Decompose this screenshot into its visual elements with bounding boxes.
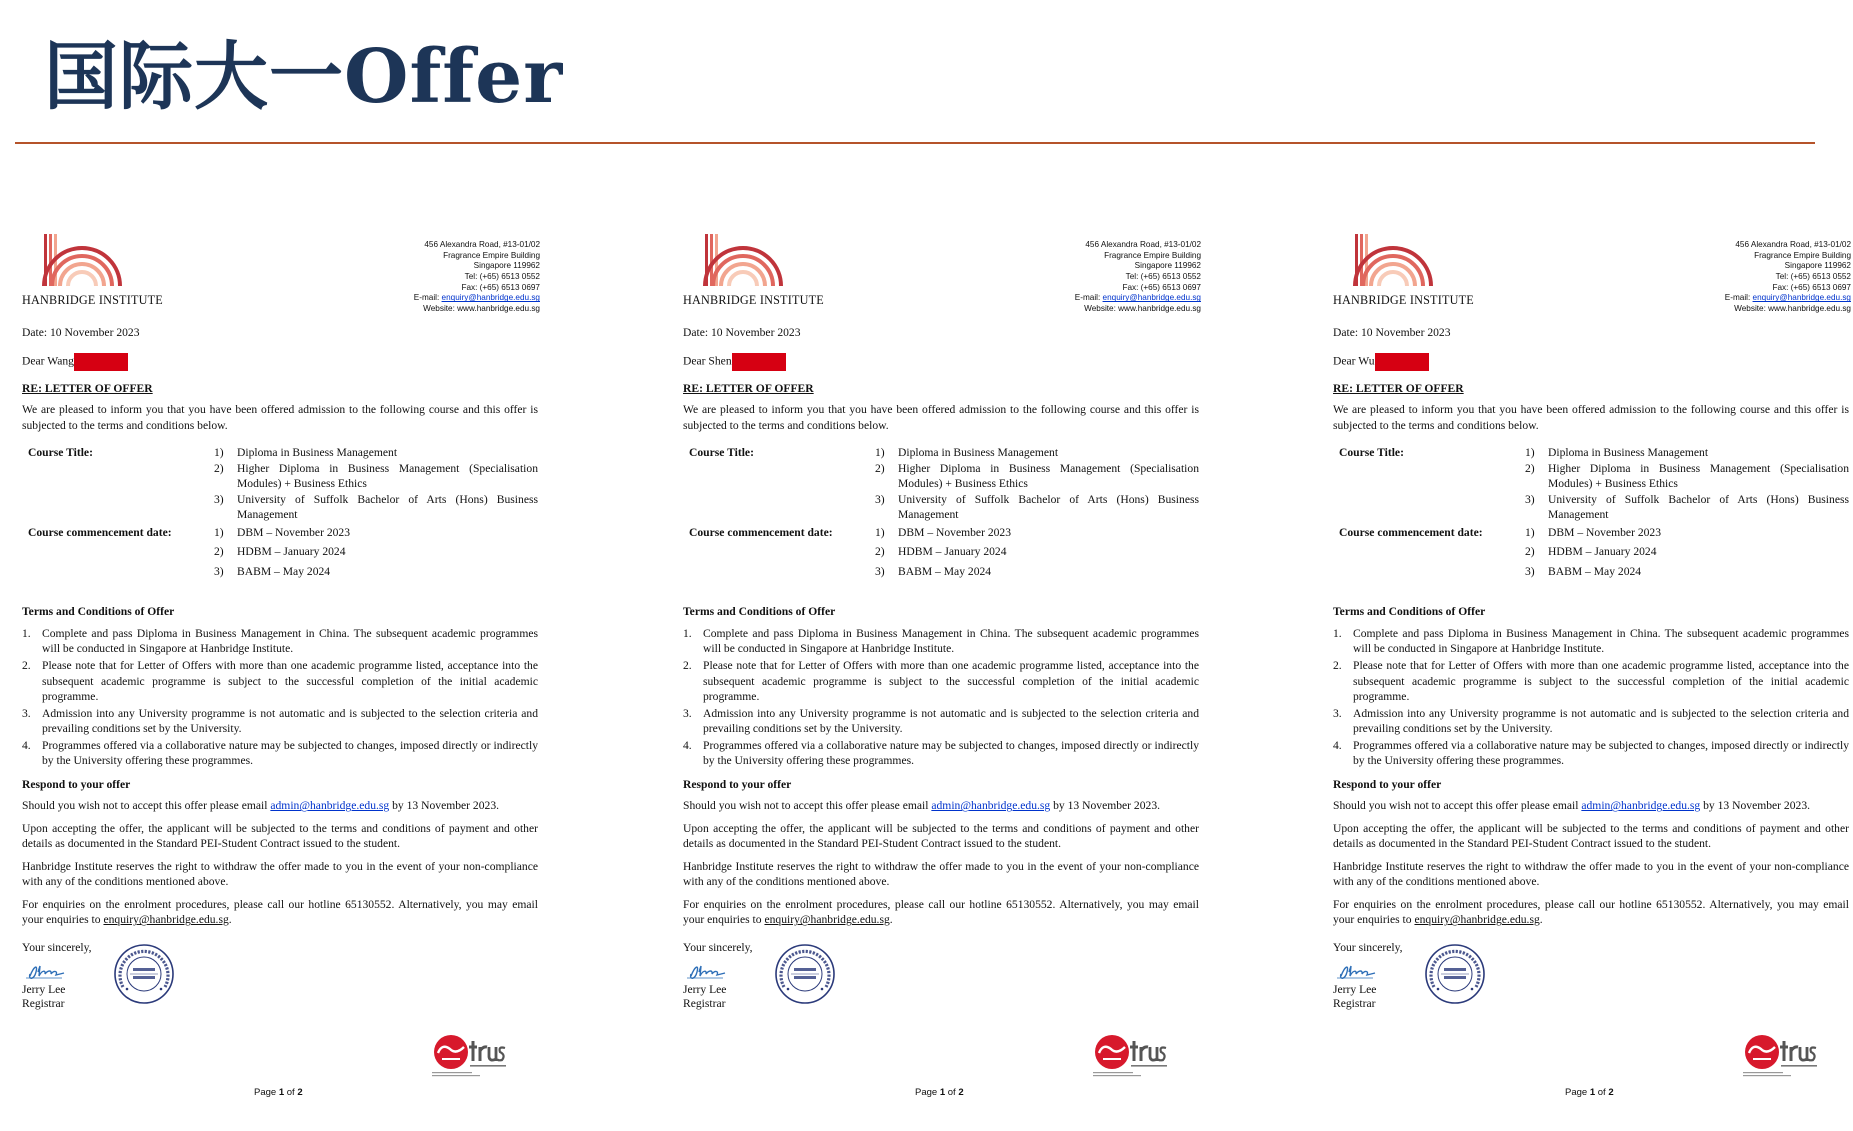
term-text: Please note that for Letter of Offers with more than one academic programme listed, acceptance into the subsequent academic programme is subject to the successful completion of the initial academic programme. [42, 658, 538, 704]
signature-block [683, 940, 1199, 1025]
website-line: Website: www.hanbridge.edu.sg [1734, 303, 1851, 313]
course-title-label: Course Title: [1339, 446, 1404, 460]
term-item [1333, 738, 1849, 769]
course-name: Diploma in Business Management [237, 446, 398, 460]
redacted-name [732, 353, 786, 371]
address-line: Fax: (+65) 6513 0697 [1772, 282, 1851, 292]
intro-paragraph: We are pleased to inform you that you have been offered admission to the following course and this offer is subjected to the terms and conditions below. [1333, 403, 1849, 432]
page-of: of [284, 1087, 298, 1098]
admin-email-link[interactable]: admin@hanbridge.edu.sg [270, 799, 390, 813]
item-number: 3) [875, 564, 885, 578]
item-number: 2) [214, 461, 224, 475]
page-current: 1 [1589, 1087, 1596, 1098]
item-number: 1) [875, 446, 885, 460]
salutation-text: Dear Wang [22, 354, 74, 368]
respond-heading: Respond to your offer [683, 777, 792, 791]
respond-paragraph [22, 798, 538, 814]
commencement-item [1525, 564, 1661, 580]
company-stamp [113, 943, 175, 1005]
email-line [1725, 293, 1851, 304]
enquiry-email-link[interactable]: enquiry@hanbridge.edu.sg [441, 293, 540, 303]
term-text: Programmes offered via a collaborative nature may be subjected to changes, imposed directly or indirectly by the University offering these programmes. [703, 738, 1199, 768]
enquiry-email-link[interactable]: enquiry@hanbridge.edu.sg [1752, 293, 1851, 303]
term-text: Admission into any University programme is not automatic and is subjected to the selection criteria and prevailing conditions set by the University. [1353, 706, 1849, 736]
salutation [22, 353, 538, 371]
course-item [214, 492, 538, 523]
redacted-name [1375, 353, 1429, 371]
course-name: University of Suffolk Bachelor of Arts (Hons) Business Management [898, 492, 1199, 522]
item-number: 3) [875, 492, 885, 506]
email-label: E-mail: [1724, 293, 1753, 303]
term-text: Complete and pass Diploma in Business Management in China. The subsequent academic programmes will be conducted in Singapore at Hanbridge Institute. [42, 626, 538, 656]
signature-block [1333, 940, 1849, 1025]
term-number: 1. [1333, 626, 1342, 640]
course-name: Diploma in Business Management [898, 446, 1059, 460]
commencement-date: BABM – May 2024 [1548, 564, 1642, 578]
edutrust-logo-icon [1741, 1035, 1819, 1079]
commencement-list [875, 525, 1011, 584]
course-item [875, 492, 1199, 523]
item-number: 1) [1525, 525, 1535, 539]
respond-text: Should you wish not to accept this offer please email [22, 799, 271, 813]
salutation-text: Dear Shen [683, 354, 732, 368]
commencement-label: Course commencement date: [1339, 525, 1483, 539]
title-divider [15, 142, 1815, 144]
salutation [683, 353, 1199, 371]
page-current: 1 [278, 1087, 285, 1098]
item-number: 1) [214, 446, 224, 460]
commencement-list [1525, 525, 1661, 584]
email-label: E-mail: [413, 293, 442, 303]
course-item [214, 445, 538, 461]
term-text: Programmes offered via a collaborative nature may be subjected to changes, imposed directly or indirectly by the University offering these programmes. [42, 738, 538, 768]
letter-body [1333, 325, 1849, 1025]
hanbridge-logo-icon [683, 232, 787, 290]
enquiry-end: . [889, 913, 893, 927]
institute-name: HANBRIDGE INSTITUTE [683, 293, 824, 307]
closing-text: Your sincerely, [22, 940, 92, 954]
course-item [1525, 461, 1849, 492]
address-line: 456 Alexandra Road, #13-01/02 [1735, 240, 1851, 249]
edutrust-logo-icon [430, 1035, 508, 1079]
respond-text: Should you wish not to accept this offer please email [1333, 799, 1582, 813]
course-name: Higher Diploma in Business Management (Specialisation Modules) + Business Ethics [237, 461, 538, 491]
address-line: Fragrance Empire Building [1104, 250, 1201, 260]
term-item [683, 706, 1199, 737]
address-line: Tel: (+65) 6513 0552 [464, 271, 540, 281]
letter-date: Date: 10 November 2023 [1333, 326, 1451, 339]
commencement-item [875, 544, 1011, 560]
address-line: 456 Alexandra Road, #13-01/02 [1085, 240, 1201, 249]
website-line: Website: www.hanbridge.edu.sg [1084, 303, 1201, 313]
commencement-label: Course commencement date: [28, 525, 172, 539]
withdraw-paragraph: Hanbridge Institute reserves the right to withdraw the offer made to you in the event of your non-compliance with any of the conditions mentioned above. [1333, 859, 1849, 889]
term-item [22, 626, 538, 657]
respond-deadline: by 13 November 2023. [1050, 799, 1161, 813]
commencement-item [214, 544, 350, 560]
letter-body [22, 325, 538, 1025]
term-text: Complete and pass Diploma in Business Management in China. The subsequent academic programmes will be conducted in Singapore at Hanbridge Institute. [703, 626, 1199, 656]
respond-paragraph [683, 798, 1199, 814]
letter-subject: RE: LETTER OF OFFER [1333, 381, 1464, 395]
redacted-name [74, 353, 128, 371]
term-number: 4. [683, 738, 692, 752]
item-number: 1) [875, 525, 885, 539]
address-line: Singapore 119962 [1134, 261, 1201, 271]
signer-name: Jerry Lee [22, 982, 66, 996]
terms-heading: Terms and Conditions of Offer [683, 605, 836, 619]
course-item [1525, 445, 1849, 461]
address-line: Tel: (+65) 6513 0552 [1775, 271, 1851, 281]
item-number: 2) [1525, 461, 1535, 475]
page-of: of [945, 1087, 959, 1098]
page-label: Page [1565, 1087, 1590, 1098]
withdraw-paragraph: Hanbridge Institute reserves the right to withdraw the offer made to you in the event of your non-compliance with any of the conditions mentioned above. [22, 859, 538, 889]
acceptance-paragraph: Upon accepting the offer, the applicant will be subjected to the terms and conditions of payment and other details as documented in the Standard PEI-Student Contract issued to the student. [683, 821, 1199, 851]
commencement-item [1525, 544, 1661, 560]
course-title-section [689, 445, 1199, 523]
commencement-date: DBM – November 2023 [898, 525, 1012, 539]
salutation [1333, 353, 1849, 371]
enquiry-paragraph [1333, 897, 1849, 928]
offer-letter [20, 232, 540, 1102]
company-stamp [1424, 943, 1486, 1005]
address-line: Fax: (+65) 6513 0697 [1122, 282, 1201, 292]
signer-role: Registrar [683, 996, 726, 1010]
signature-scribble [24, 962, 66, 982]
commencement-date: DBM – November 2023 [1548, 525, 1662, 539]
course-list [214, 445, 538, 523]
page-title: 国际大一Offer [44, 34, 564, 120]
address-line: Tel: (+65) 6513 0552 [1125, 271, 1201, 281]
address-line: Singapore 119962 [1784, 261, 1851, 271]
course-item [875, 445, 1199, 461]
enquiry-text: For enquiries on the enrolment procedures, please call our hotline 65130552. Alternatively, you may email your enquiries to [1333, 897, 1849, 927]
term-number: 2. [1333, 658, 1342, 672]
item-number: 2) [875, 545, 885, 559]
signature-scribble [685, 962, 727, 982]
term-item [683, 626, 1199, 657]
page-label: Page [254, 1087, 279, 1098]
institute-address [414, 240, 540, 315]
course-list [1525, 445, 1849, 523]
term-text: Programmes offered via a collaborative nature may be subjected to changes, imposed directly or indirectly by the University offering these programmes. [1353, 738, 1849, 768]
term-item [1333, 706, 1849, 737]
item-number: 3) [214, 492, 224, 506]
website-line: Website: www.hanbridge.edu.sg [423, 303, 540, 313]
term-text: Admission into any University programme is not automatic and is subjected to the selection criteria and prevailing conditions set by the University. [703, 706, 1199, 736]
term-item [1333, 626, 1849, 657]
offer-letter [681, 232, 1201, 1102]
commencement-date: HDBM – January 2024 [237, 545, 346, 559]
course-name: University of Suffolk Bachelor of Arts (Hons) Business Management [237, 492, 538, 522]
item-number: 3) [1525, 492, 1535, 506]
item-number: 1) [214, 525, 224, 539]
commencement-item [875, 525, 1011, 541]
institute-name: HANBRIDGE INSTITUTE [1333, 293, 1474, 307]
address-line: 456 Alexandra Road, #13-01/02 [424, 240, 540, 249]
commencement-date: HDBM – January 2024 [1548, 545, 1657, 559]
term-item [683, 738, 1199, 769]
term-item [683, 658, 1199, 705]
address-line: Fragrance Empire Building [1754, 250, 1851, 260]
term-item [1333, 658, 1849, 705]
enquiry-email-link[interactable]: enquiry@hanbridge.edu.sg [1414, 913, 1540, 927]
commencement-item [214, 564, 350, 580]
item-number: 2) [214, 545, 224, 559]
admin-email-link[interactable]: admin@hanbridge.edu.sg [1581, 799, 1701, 813]
course-title-section [28, 445, 538, 523]
terms-heading: Terms and Conditions of Offer [22, 605, 175, 619]
respond-heading: Respond to your offer [22, 777, 131, 791]
edutrust-logo [1741, 1035, 1819, 1084]
edutrust-logo [1091, 1035, 1169, 1084]
enquiry-text: For enquiries on the enrolment procedures, please call our hotline 65130552. Alternatively, you may email your enquiries to [22, 897, 538, 927]
email-line [1075, 293, 1201, 304]
term-number: 3. [683, 706, 692, 720]
term-item [22, 738, 538, 769]
page-number [1565, 1087, 1614, 1100]
institute-address [1725, 240, 1851, 315]
commencement-item [1525, 525, 1661, 541]
terms-heading: Terms and Conditions of Offer [1333, 605, 1486, 619]
respond-deadline: by 13 November 2023. [389, 799, 500, 813]
email-line [414, 293, 540, 304]
signer-name: Jerry Lee [683, 982, 727, 996]
letter-date: Date: 10 November 2023 [683, 326, 801, 339]
closing-text: Your sincerely, [683, 940, 753, 954]
commencement-list [214, 525, 350, 584]
signer-role: Registrar [22, 996, 65, 1010]
item-number: 2) [875, 461, 885, 475]
item-number: 3) [214, 564, 224, 578]
page-of: of [1595, 1087, 1609, 1098]
enquiry-email-link[interactable]: enquiry@hanbridge.edu.sg [764, 913, 890, 927]
term-text: Please note that for Letter of Offers with more than one academic programme listed, acceptance into the subsequent academic programme is subject to the successful completion of the initial academic programme. [1353, 658, 1849, 704]
respond-text: Should you wish not to accept this offer please email [683, 799, 932, 813]
commencement-date: DBM – November 2023 [237, 525, 351, 539]
hanbridge-logo [1333, 232, 1483, 308]
commencement-label: Course commencement date: [689, 525, 833, 539]
offer-letter [1331, 232, 1851, 1102]
enquiry-end: . [228, 913, 232, 927]
page-total: 2 [958, 1087, 964, 1098]
course-title-section [1339, 445, 1849, 523]
enquiry-text: For enquiries on the enrolment procedures, please call our hotline 65130552. Alternatively, you may email your enquiries to [683, 897, 1199, 927]
address-line: Singapore 119962 [473, 261, 540, 271]
course-name: University of Suffolk Bachelor of Arts (Hons) Business Management [1548, 492, 1849, 522]
commencement-section [689, 525, 1199, 584]
item-number: 1) [1525, 446, 1535, 460]
signature-scribble [1335, 962, 1377, 982]
enquiry-email-link[interactable]: enquiry@hanbridge.edu.sg [1102, 293, 1201, 303]
term-text: Complete and pass Diploma in Business Management in China. The subsequent academic programmes will be conducted in Singapore at Hanbridge Institute. [1353, 626, 1849, 656]
enquiry-paragraph [683, 897, 1199, 928]
term-number: 2. [683, 658, 692, 672]
page-total: 2 [1608, 1087, 1614, 1098]
term-number: 3. [1333, 706, 1342, 720]
term-number: 1. [22, 626, 31, 640]
company-stamp [774, 943, 836, 1005]
hanbridge-logo [683, 232, 833, 308]
commencement-section [1339, 525, 1849, 584]
commencement-date: BABM – May 2024 [898, 564, 992, 578]
letter-date: Date: 10 November 2023 [22, 326, 140, 339]
term-item [22, 658, 538, 705]
signature-block [22, 940, 538, 1025]
page-number [254, 1087, 303, 1100]
course-title-label: Course Title: [689, 446, 754, 460]
course-item [214, 461, 538, 492]
course-list [875, 445, 1199, 523]
institute-name: HANBRIDGE INSTITUTE [22, 293, 163, 307]
respond-deadline: by 13 November 2023. [1700, 799, 1811, 813]
edutrust-logo [430, 1035, 508, 1084]
term-number: 2. [22, 658, 31, 672]
hanbridge-logo-icon [22, 232, 126, 290]
term-number: 1. [683, 626, 692, 640]
letter-body [683, 325, 1199, 1025]
course-name: Higher Diploma in Business Management (Specialisation Modules) + Business Ethics [898, 461, 1199, 491]
commencement-item [875, 564, 1011, 580]
hanbridge-logo-icon [1333, 232, 1437, 290]
term-item [22, 706, 538, 737]
signer-name: Jerry Lee [1333, 982, 1377, 996]
institute-address [1075, 240, 1201, 315]
term-number: 3. [22, 706, 31, 720]
acceptance-paragraph: Upon accepting the offer, the applicant will be subjected to the terms and conditions of payment and other details as documented in the Standard PEI-Student Contract issued to the student. [1333, 821, 1849, 851]
page-number [915, 1087, 964, 1100]
enquiry-email-link[interactable]: enquiry@hanbridge.edu.sg [103, 913, 229, 927]
term-number: 4. [1333, 738, 1342, 752]
page-total: 2 [297, 1087, 303, 1098]
commencement-date: BABM – May 2024 [237, 564, 331, 578]
intro-paragraph: We are pleased to inform you that you have been offered admission to the following course and this offer is subjected to the terms and conditions below. [22, 403, 538, 432]
closing-text: Your sincerely, [1333, 940, 1403, 954]
acceptance-paragraph: Upon accepting the offer, the applicant will be subjected to the terms and conditions of payment and other details as documented in the Standard PEI-Student Contract issued to the student. [22, 821, 538, 851]
page-current: 1 [939, 1087, 946, 1098]
hanbridge-logo [22, 232, 172, 308]
enquiry-paragraph [22, 897, 538, 928]
commencement-section [28, 525, 538, 584]
page-label: Page [915, 1087, 940, 1098]
respond-paragraph [1333, 798, 1849, 814]
letter-subject: RE: LETTER OF OFFER [683, 381, 814, 395]
address-line: Fragrance Empire Building [443, 250, 540, 260]
edutrust-logo-icon [1091, 1035, 1169, 1079]
course-item [1525, 492, 1849, 523]
letter-subject: RE: LETTER OF OFFER [22, 381, 153, 395]
commencement-item [214, 525, 350, 541]
withdraw-paragraph: Hanbridge Institute reserves the right to withdraw the offer made to you in the event of your non-compliance with any of the conditions mentioned above. [683, 859, 1199, 889]
term-text: Admission into any University programme is not automatic and is subjected to the selection criteria and prevailing conditions set by the University. [42, 706, 538, 736]
commencement-date: HDBM – January 2024 [898, 545, 1007, 559]
respond-heading: Respond to your offer [1333, 777, 1442, 791]
item-number: 3) [1525, 564, 1535, 578]
salutation-text: Dear Wu [1333, 354, 1375, 368]
address-line: Fax: (+65) 6513 0697 [461, 282, 540, 292]
item-number: 2) [1525, 545, 1535, 559]
course-name: Diploma in Business Management [1548, 446, 1709, 460]
course-title-label: Course Title: [28, 446, 93, 460]
intro-paragraph: We are pleased to inform you that you have been offered admission to the following course and this offer is subjected to the terms and conditions below. [683, 403, 1199, 432]
term-number: 4. [22, 738, 31, 752]
admin-email-link[interactable]: admin@hanbridge.edu.sg [931, 799, 1051, 813]
email-label: E-mail: [1074, 293, 1103, 303]
course-name: Higher Diploma in Business Management (Specialisation Modules) + Business Ethics [1548, 461, 1849, 491]
signer-role: Registrar [1333, 996, 1376, 1010]
course-item [875, 461, 1199, 492]
enquiry-end: . [1539, 913, 1543, 927]
term-text: Please note that for Letter of Offers with more than one academic programme listed, acceptance into the subsequent academic programme is subject to the successful completion of the initial academic programme. [703, 658, 1199, 704]
